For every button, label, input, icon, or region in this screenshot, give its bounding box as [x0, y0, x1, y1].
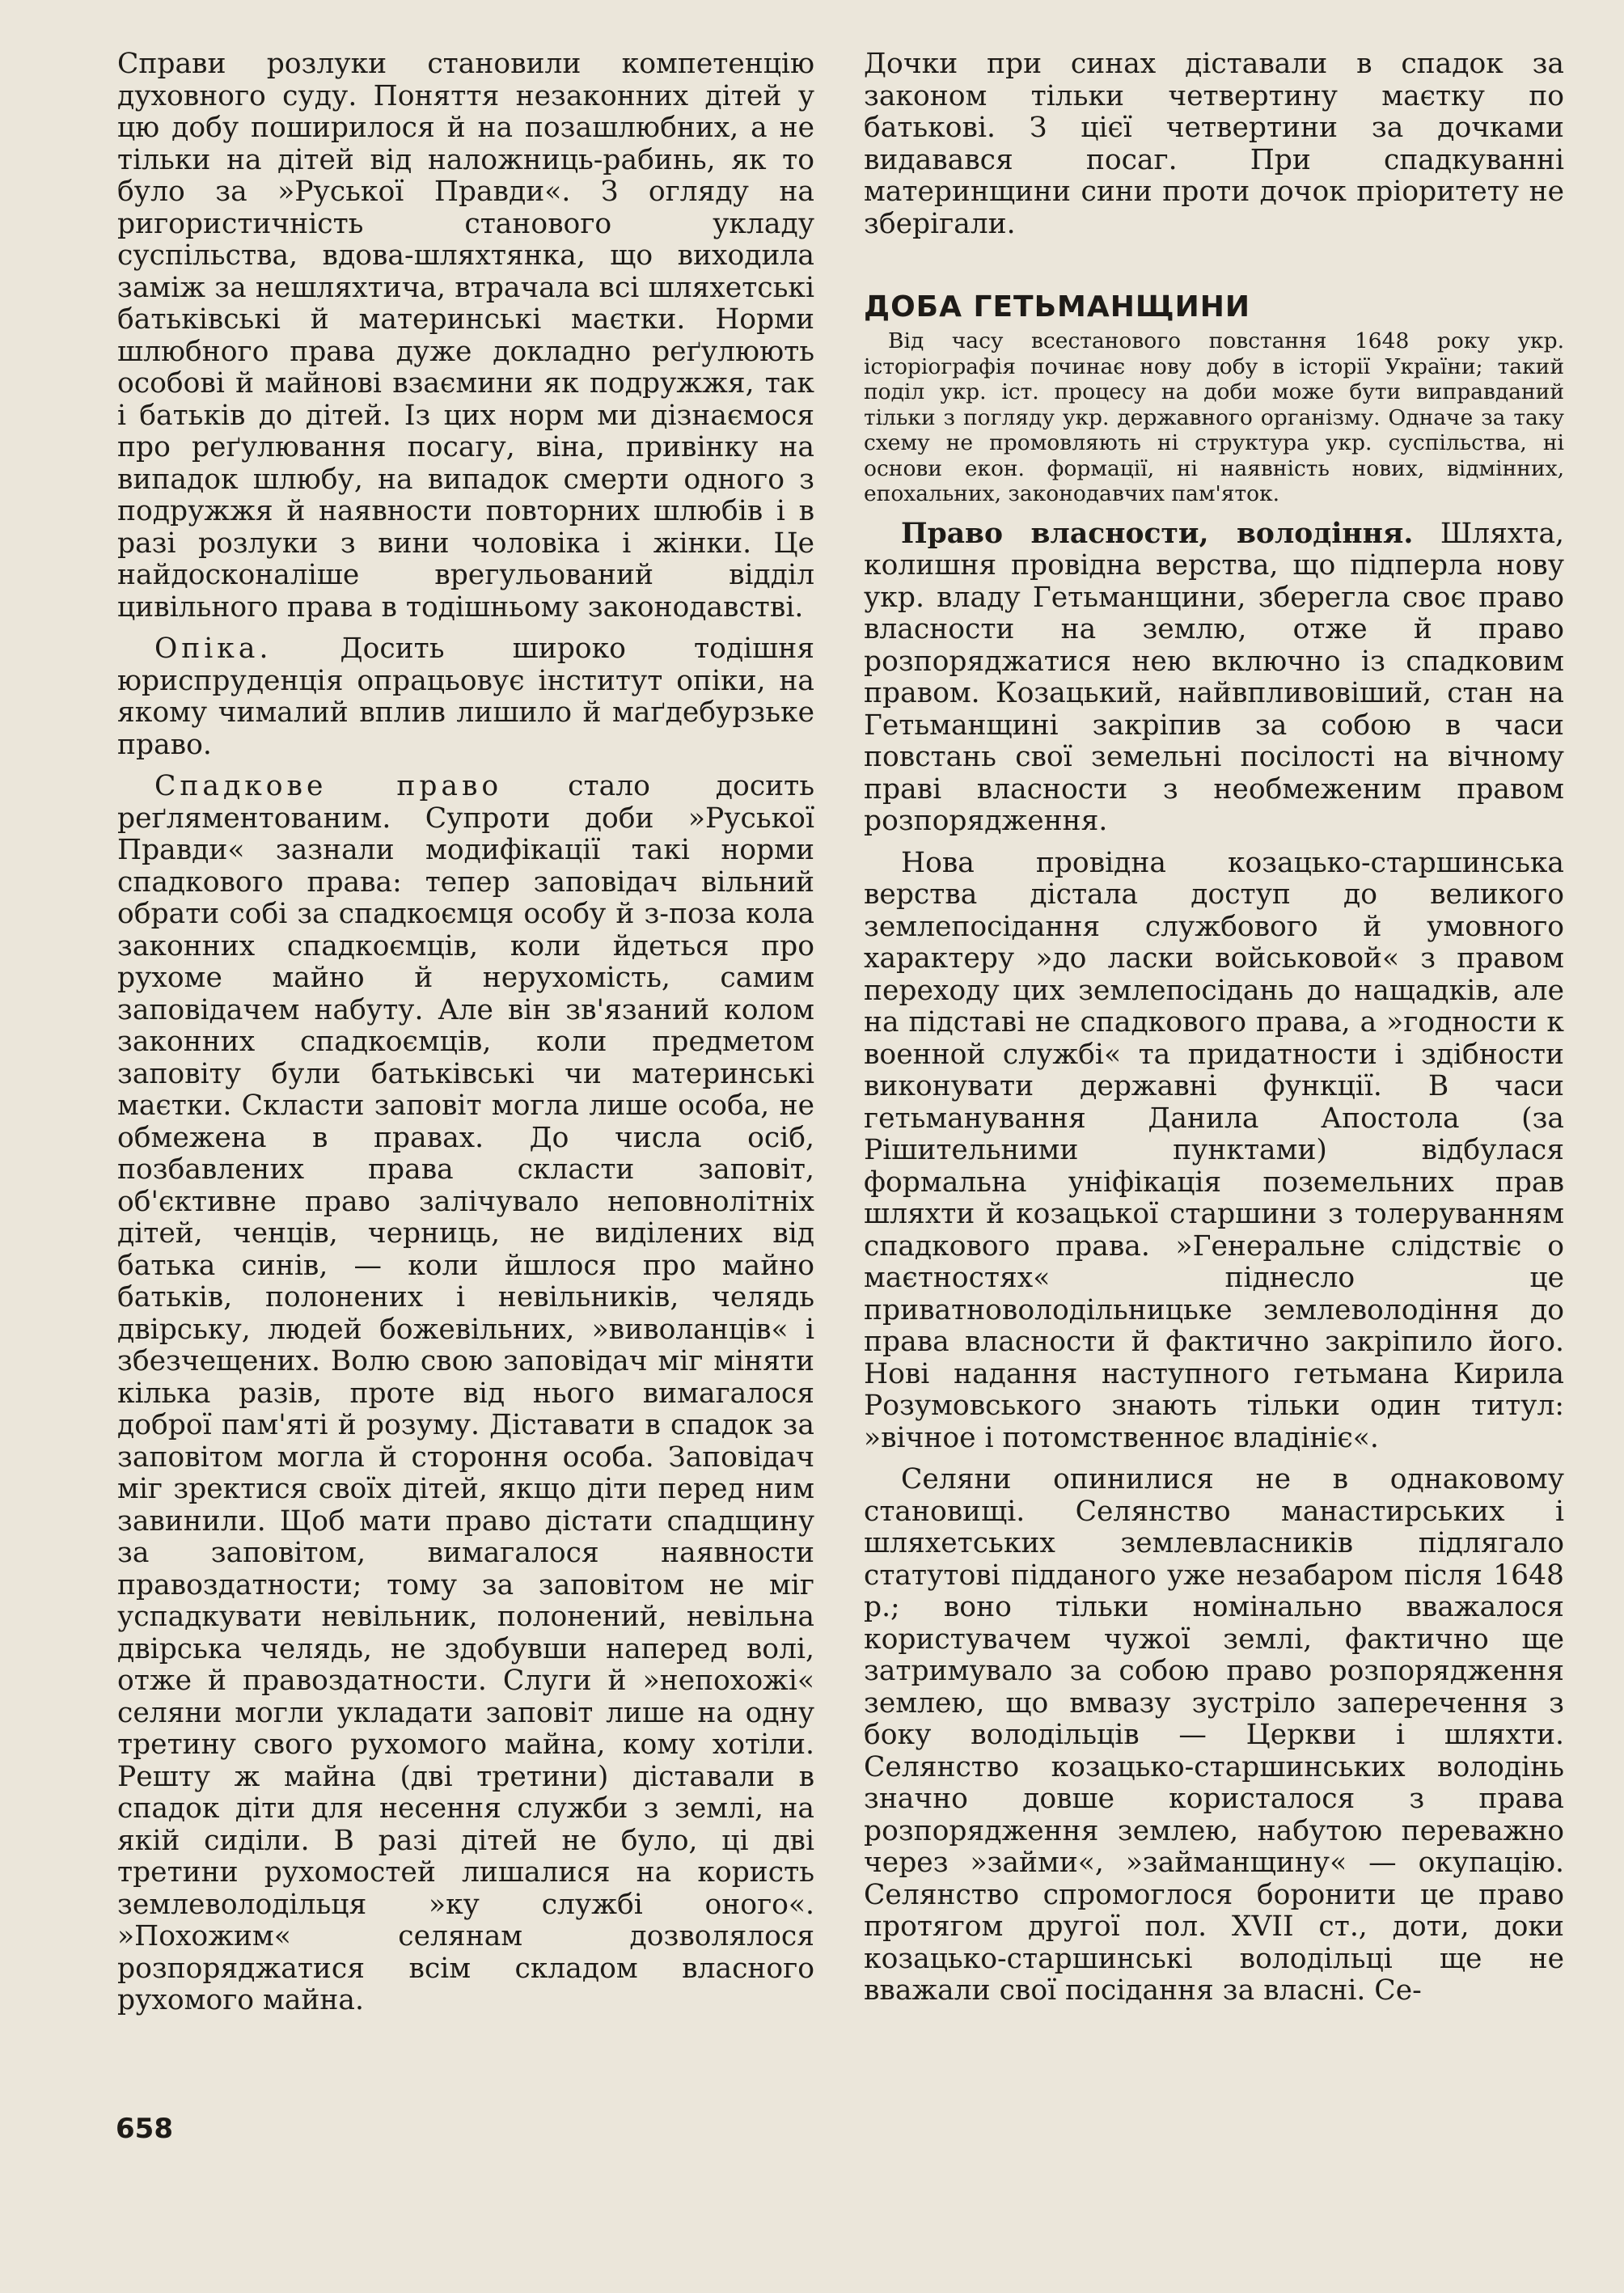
paragraph-guardianship	[117, 633, 814, 761]
term-inheritance-law: Спадкове право	[154, 770, 503, 802]
inheritance-law-text: стало досить реґляментованим. Супроти доби »Руської Правди« зазнали модифікації такі норми спадкового права: тепер заповідач вільний обрати собі за спадкоємця особу й з-поза кола законних спадкоємців, коли йдеться про рухоме майно й нерухомість, самим заповідачем набуту. Але він зв'язаний колом законних спадкоємців, коли предметом заповіту були батьківські чи материнські маєтки. Скласти заповіт могла лише особа, не обмежена в правах. До числа осіб, позбавлених права скласти заповіт, об'єктивне право залічувало неповнолітніх дітей, ченців, черниць, не виділених від батька синів, — коли йшлося про майно батьків, полонених і невільників, челядь двірську, людей божевільних, »виволанців« і збезчещених. Волю свою заповідач міг міняти кілька разів, проте від нього вимагалося доброї пам'яті й розуму. Діставати в спадок за заповітом могла й стороння особа. Заповідач міг зректися своїх дітей, якщо діти перед ним завинили. Щоб мати право дістати спадщину за заповітом, вимагалося наявности правоздатности; тому за заповітом не міг успадкувати невільник, полонений, невільна двірська челядь, не здобувши наперед волі, отже й правоздатности. Слуги й »непохожі« селяни могли укладати заповіт лише на одну третину свого рухомого майна, кому хотіли. Решту ж майна (дві третини) діставали в спадок діти для несення служби з землі, на якій сиділи. В разі дітей не було, ці дві третини рухомостей лишалися на користь землеволодільця »ку службі оного«. »Похожим« селянам дозволялося розпоряджатися всім складом власного рухомого майна.	[117, 770, 815, 2016]
section-intro: Від часу всестанового повстання 1648 року укр. історіографія починає нову добу в історії України; такий поділ укр. іст. процесу на доби може бути виправданий тільки з погляду укр. державного організму. Одначе за таку схему не промовляють ні структура укр. суспільства, ні основи екон. формації, ні наявність нових, відмінних, епохальних, законодавчих пам'яток.	[864, 328, 1564, 506]
section-heading: ДОБА ГЕТЬМАНЩИНИ	[864, 290, 1250, 324]
property-rights-text: Шляхта, колишня провідна верства, що підперла нову укр. владу Гетьманщини, зберегла своє право власности на землю, отже й право розпоряджатися нею включно із спадковим правом. Козацький, найвпливовіший, стан на Гетьманщині закріпив за собою в часи повстань свої земельні посілості на вічному праві власности з необмеженим правом розпорядження.	[864, 517, 1564, 837]
left-column	[117, 49, 814, 2027]
guardianship-text: Досить широко тодішня юриспруденція опрацьовує інститут опіки, на якому чималий вплив лишило й маґдебурзьке право.	[117, 632, 814, 761]
right-column	[864, 49, 1564, 2017]
paragraph-property-rights	[864, 518, 1564, 838]
paragraph-divorce-and-family-law: Справи розлуки становили компетенцію духовного суду. Поняття незаконних дітей у цю добу поширилося й на позашлюбних, а не тільки на дітей від наложниць-рабинь, як то було за »Руської Правди«. З огляду на ригористичність станового укладу суспільства, вдова-шляхтянка, що виходила заміж за нешляхтича, втрачала всі шляхетські батьківські й материнські маєтки. Норми шлюбного права дуже докладно реґулюють особові й майнові взаємини як подружжя, так і батьків до дітей. Із цих норм ми дізнаємося про реґулювання посагу, віна, привінку на випадок шлюбу, на випадок смерти одного з подружжя й наявности повторних шлюбів і в разі розлуки з вини чоловіка і жінки. Це найдосконаліше врегульований відділ цивільного права в тодішньому законодавстві.	[117, 48, 814, 624]
paragraph-cossack-officer-estates: Нова провідна козацько-старшинська верства дістала доступ до великого землепосідання службового й умовного характеру »до ласки войськовой« з правом переходу цих землепосідань до нащадків, але на підставі не спадкового права, а »годности к военной службі« та придатности і здібности виконувати державні функції. В часи гетьманування Данила Апостола (за Рішительними пунктами) відбулася формальна уніфікація поземельних прав шляхти й козацької старшини з толеруванням спадкового права. »Генеральне слідствіє о маєтностях« піднесло це приватноволодільницьке землеволодіння до права власности й фактично закріпило його. Нові надання наступного гетьмана Кирила Розумовського знають тільки один титул: »вічное і потомственноє владініє«.	[864, 846, 1564, 1454]
paragraph-daughters-inheritance: Дочки при синах діставали в спадок за законом тільки четвертину маєтку по батькові. З цієї четвертини за дочками видавався посаг. При спадкуванні материнщини сини проти дочок пріоритету не зберігали.	[864, 48, 1564, 240]
term-property-rights: Право власности, володіння.	[901, 517, 1414, 550]
page-number: 658	[116, 2113, 173, 2145]
term-guardianship: Опіка.	[154, 632, 273, 665]
paragraph-inheritance-law	[117, 771, 814, 2017]
paragraph-peasants: Селяни опинилися не в однаковому становищі. Селянство манастирських і шляхетських землевласників підлягало статутові підданого уже незабаром після 1648 р.; воно тільки номінально вважалося користувачем чужої землі, фактично ще затримувало за собою право розпорядження землею, що вмвазу зустріло заперечення з боку володільців — Церкви і шляхти. Селянство козацько-старшинських володінь значно довше користалося з права розпорядження землею, набутою переважно через »займи«, »займанщину« — окупацію. Селянство спромоглося боронити це право протягом другої пол. XVII ст., доти, доки козацько-старшинські володільці ще не вважали свої посідання за власні. Се-	[864, 1463, 1564, 2007]
